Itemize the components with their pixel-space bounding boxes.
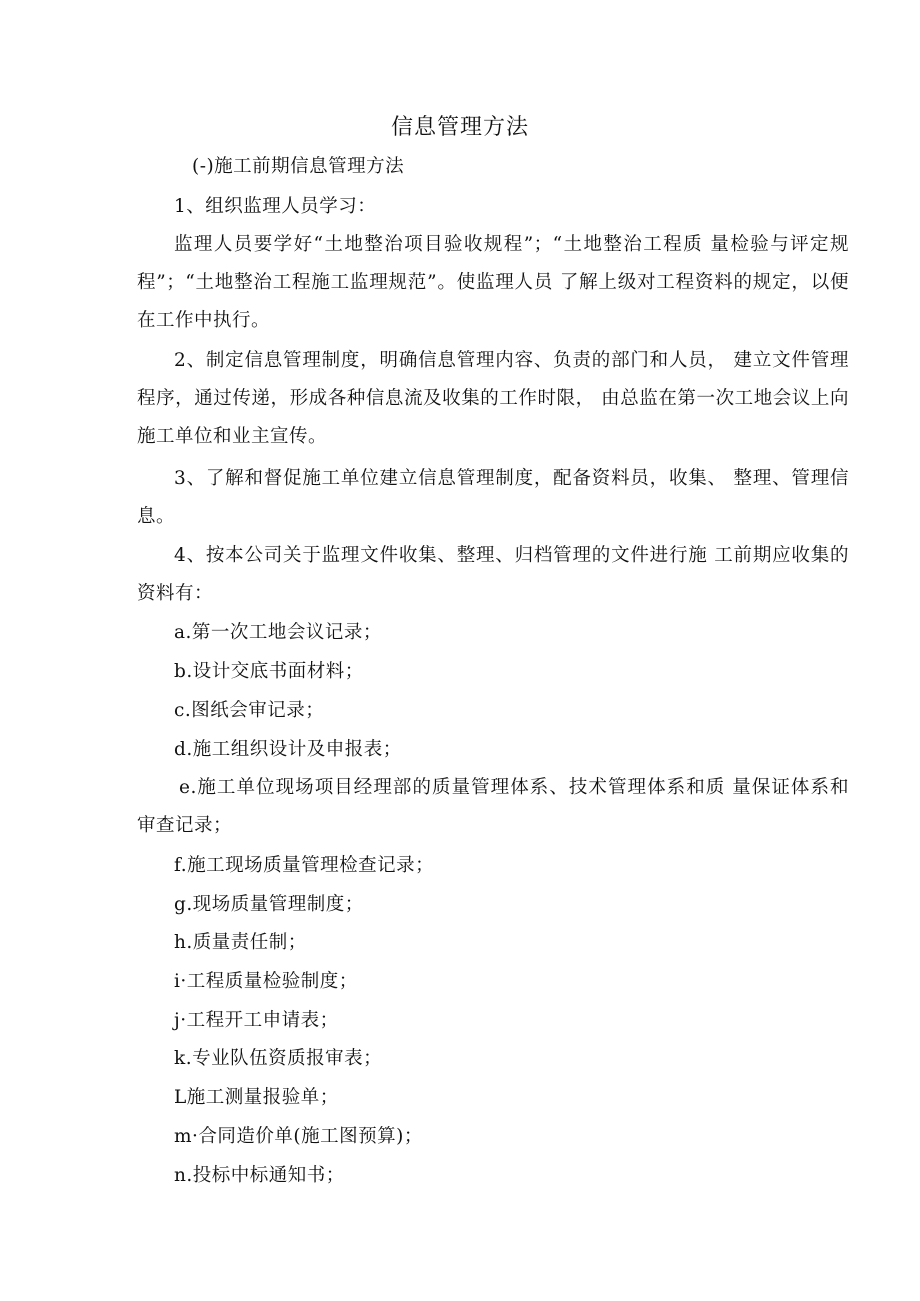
section-heading: (-)施工前期信息管理方法 <box>192 156 405 177</box>
list-item-n: n.投标中标通知书； <box>174 1165 345 1186</box>
item1-body: 监理人员要学好“土地整治项目验收规程”；“土地整治工程质 量检验与评定规程”；“土地整治工程施工监理规范”。使监理人员 了解上级对工程资料的规定，以便在工作中执行。 <box>137 234 849 331</box>
document-title: 信息管理方法 <box>390 115 529 140</box>
list-item-m: m·合同造价单(施工图预算)； <box>174 1126 423 1147</box>
list-item-k: k.专业队伍资质报审表； <box>174 1048 383 1069</box>
list-item-c: c.图纸会审记录； <box>174 700 325 721</box>
list-item-j: j·工程开工申请表； <box>174 1010 339 1031</box>
list-item-d: d.施工组织设计及申报表； <box>174 739 402 760</box>
list-item-g: g.现场质量管理制度； <box>174 894 364 915</box>
list-item-b: b.设计交底书面材料； <box>174 661 364 682</box>
item3-paragraph: 3、了解和督促施工单位建立信息管理制度，配备资料员，收集、 整理、管理信息。 <box>137 468 849 527</box>
list-item-a: a.第一次工地会议记录； <box>174 622 382 643</box>
item1-heading: 1、组织监理人员学习： <box>174 196 377 217</box>
list-item-l: L施工测量报验单； <box>174 1087 339 1108</box>
list-item-h: h.质量责任制； <box>174 932 307 953</box>
list-item-e: e.施工单位现场项目经理部的质量管理体系、技术管理体系和质 量保证体系和审查记录； <box>137 777 849 836</box>
item4-paragraph: 4、按本公司关于监理文件收集、整理、归档管理的文件进行施 工前期应收集的资料有： <box>137 545 849 604</box>
list-item-f: f.施工现场质量管理检查记录； <box>174 855 435 876</box>
item2-paragraph: 2、制定信息管理制度，明确信息管理内容、负责的部门和人员， 建立文件管理程序，通过传递，形成各种信息流及收集的工作时限， 由总监在第一次工地会议上向施工单位和业主宣传。 <box>137 350 849 447</box>
list-item-i: i·工程质量检验制度； <box>174 971 358 992</box>
